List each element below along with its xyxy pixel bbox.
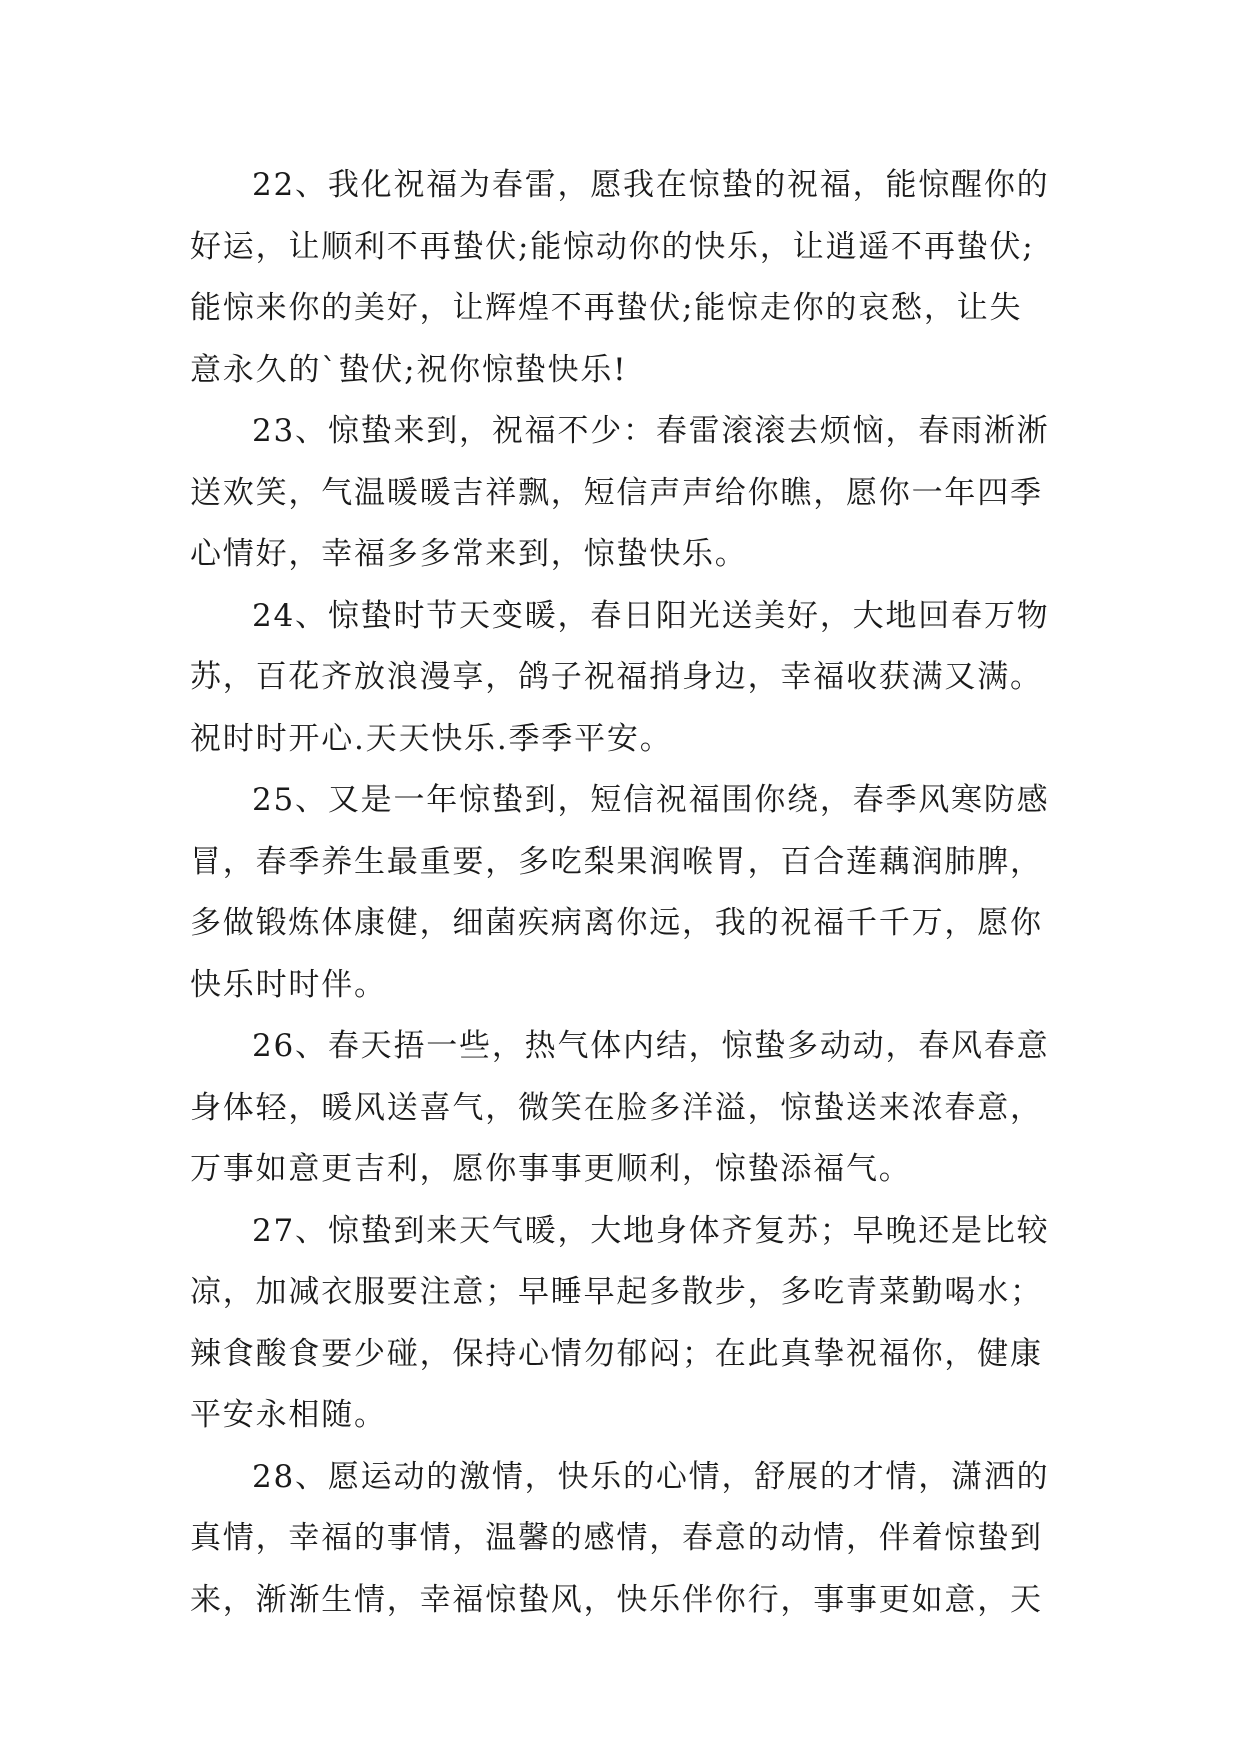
text-line: 25、又是一年惊蛰到，短信祝福围你绕，春季风寒防感 — [252, 782, 1050, 818]
text-line: 28、愿运动的激情，快乐的心情，舒展的才情，潇洒的 — [252, 1458, 1050, 1495]
text-line: 心情好，幸福多多常来到，惊蛰快乐。 — [190, 536, 748, 572]
text-line: 意永久的`蛰伏;祝你惊蛰快乐! — [190, 351, 628, 388]
text-line: 22、我化祝福为春雷，愿我在惊蛰的祝福，能惊醒你的 — [252, 167, 1050, 203]
paragraph-25 — [190, 770, 1052, 1016]
paragraph-28 — [190, 1447, 1052, 1632]
text-line: 凉，加减衣服要注意；早睡早起多散步，多吃青菜勤喝水； — [190, 1274, 1043, 1310]
text-line: 27、惊蛰到来天气暖，大地身体齐复苏；早晚还是比较 — [252, 1212, 1050, 1249]
paragraph-24 — [190, 586, 1052, 771]
text-line: 万事如意更吉利，愿你事事更顺利，惊蛰添福气。 — [190, 1151, 912, 1187]
text-line: 冒，春季养生最重要，多吃梨果润喉胃，百合莲藕润肺脾， — [190, 843, 1043, 880]
text-line: 真情，幸福的事情，温馨的感情，春意的动情，伴着惊蛰到 — [190, 1520, 1043, 1556]
text-line: 23、惊蛰来到，祝福不少：春雷滚滚去烦恼，春雨淅淅 — [252, 413, 1050, 449]
text-line: 送欢笑，气温暖暖吉祥飘，短信声声给你瞧，愿你一年四季 — [190, 474, 1043, 511]
text-line: 26、春天捂一些，热气体内结，惊蛰多动动，春风春意 — [252, 1028, 1050, 1064]
paragraph-22 — [190, 155, 1052, 401]
text-line: 祝时时开心.天天快乐.季季平安。 — [190, 720, 673, 757]
text-line: 平安永相随。 — [190, 1397, 387, 1433]
text-line: 身体轻，暖风送喜气，微笑在脸多洋溢，惊蛰送来浓春意， — [190, 1089, 1043, 1126]
paragraph-23 — [190, 401, 1052, 586]
text-line: 多做锻炼体康健，细菌疾病离你远，我的祝福千千万，愿你 — [190, 905, 1043, 941]
paragraph-27 — [190, 1201, 1052, 1447]
text-line: 快乐时时伴。 — [190, 966, 387, 1003]
text-line: 24、惊蛰时节天变暖，春日阳光送美好，大地回春万物 — [252, 597, 1050, 634]
text-line: 来，渐渐生情，幸福惊蛰风，快乐伴你行，事事更如意，天 — [190, 1581, 1043, 1618]
document-body — [190, 155, 1052, 1631]
text-line: 能惊来你的美好，让辉煌不再蛰伏;能惊走你的哀愁，让失 — [190, 290, 1023, 326]
paragraph-26 — [190, 1016, 1052, 1201]
text-line: 苏，百花齐放浪漫享，鸽子祝福捎身边，幸福收获满又满。 — [190, 659, 1043, 695]
text-line: 好运，让顺利不再蛰伏;能惊动你的快乐，让逍遥不再蛰伏; — [190, 228, 1035, 265]
text-line: 辣食酸食要少碰，保持心情勿郁闷；在此真挚祝福你，健康 — [190, 1335, 1043, 1372]
